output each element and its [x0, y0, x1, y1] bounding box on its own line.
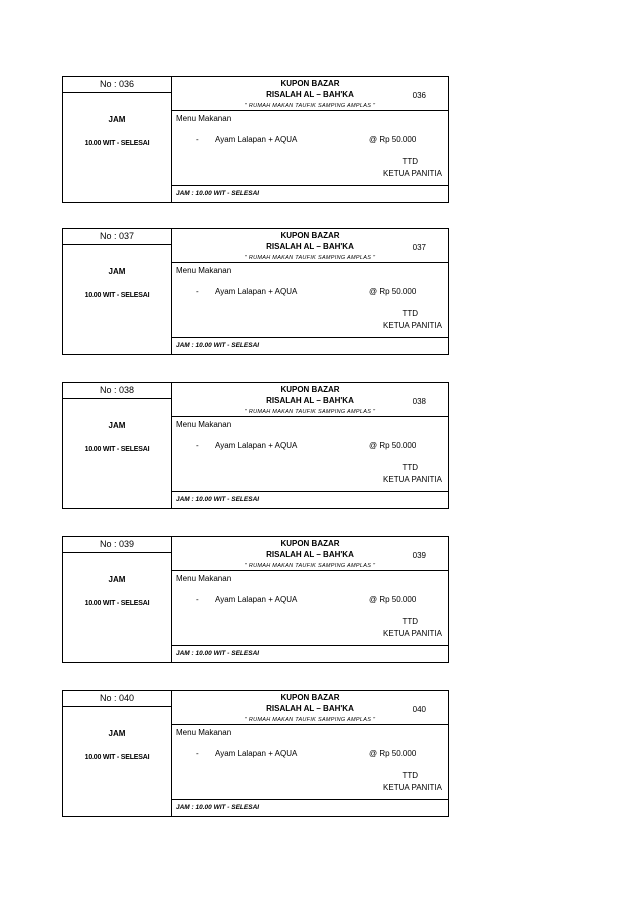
coupon-title: KUPON BAZAR [280, 539, 340, 548]
menu-item-bullet: - [196, 749, 199, 758]
coupon-title: KUPON BAZAR [280, 385, 340, 394]
jam-label: JAM [108, 267, 126, 276]
coupon-card [62, 536, 449, 663]
footer-divider [172, 799, 448, 800]
coupon-number: 036 [412, 91, 426, 100]
jam-time: 10.00 WIT - SELESAI [84, 754, 150, 761]
jam-time: 10.00 WIT - SELESAI [84, 446, 150, 453]
menu-item-name: Ayam Lalapan + AQUA [215, 749, 298, 758]
menu-label: Menu Makanan [176, 114, 232, 123]
footer-divider [172, 185, 448, 186]
coupon-number-label: No : 040 [63, 691, 171, 707]
coupon-subtitle: RISALAH AL – BAH'KA [266, 550, 354, 559]
coupon-right-column [172, 537, 448, 662]
coupon-tagline: " RUMAH MAKAN TAUFIK SAMPING AMPLAS " [244, 103, 376, 109]
ttd-label: TTD [402, 309, 418, 318]
header-divider [172, 110, 448, 111]
ketua-panitia-label: KETUA PANITIA [383, 169, 442, 178]
coupon-number: 039 [412, 551, 426, 560]
jam-label: JAM [108, 115, 126, 124]
coupon-subtitle: RISALAH AL – BAH'KA [266, 396, 354, 405]
menu-item-name: Ayam Lalapan + AQUA [215, 287, 298, 296]
jam-time: 10.00 WIT - SELESAI [84, 600, 150, 607]
coupon-number-label: No : 036 [63, 77, 171, 93]
menu-label: Menu Makanan [176, 574, 232, 583]
jam-label: JAM [108, 421, 126, 430]
menu-item-name: Ayam Lalapan + AQUA [215, 135, 298, 144]
menu-item-price: @ Rp 50.000 [369, 135, 417, 144]
menu-item-price: @ Rp 50.000 [369, 595, 417, 604]
coupon-footer-time: JAM : 10.00 WIT - SELESAI [176, 650, 260, 657]
menu-label: Menu Makanan [176, 728, 232, 737]
menu-item-name: Ayam Lalapan + AQUA [215, 441, 298, 450]
coupon-number: 037 [412, 243, 426, 252]
coupon-title: KUPON BAZAR [280, 693, 340, 702]
jam-label: JAM [108, 729, 126, 738]
coupon-subtitle: RISALAH AL – BAH'KA [266, 704, 354, 713]
coupon-number: 040 [412, 705, 426, 714]
ttd-label: TTD [402, 617, 418, 626]
menu-item-bullet: - [196, 595, 199, 604]
ttd-label: TTD [402, 157, 418, 166]
coupon-left-column [63, 229, 172, 354]
coupon-footer-time: JAM : 10.00 WIT - SELESAI [176, 342, 260, 349]
coupon-tagline: " RUMAH MAKAN TAUFIK SAMPING AMPLAS " [244, 255, 376, 261]
menu-item-bullet: - [196, 441, 199, 450]
menu-item-name: Ayam Lalapan + AQUA [215, 595, 298, 604]
coupon-left-column [63, 537, 172, 662]
jam-time: 10.00 WIT - SELESAI [84, 292, 150, 299]
coupon-subtitle: RISALAH AL – BAH'KA [266, 242, 354, 251]
menu-item-price: @ Rp 50.000 [369, 287, 417, 296]
footer-divider [172, 645, 448, 646]
jam-label: JAM [108, 575, 126, 584]
coupon-right-column [172, 229, 448, 354]
coupon-left-column [63, 691, 172, 816]
menu-item-price: @ Rp 50.000 [369, 749, 417, 758]
coupon-footer-time: JAM : 10.00 WIT - SELESAI [176, 190, 260, 197]
coupon-title: KUPON BAZAR [280, 231, 340, 240]
coupon-number-label: No : 037 [63, 229, 171, 245]
coupon-left-column [63, 383, 172, 508]
header-divider [172, 262, 448, 263]
header-divider [172, 416, 448, 417]
coupon-card [62, 228, 449, 355]
coupon-right-column [172, 77, 448, 202]
footer-divider [172, 491, 448, 492]
coupon-number: 038 [412, 397, 426, 406]
menu-label: Menu Makanan [176, 266, 232, 275]
coupon-card [62, 690, 449, 817]
ketua-panitia-label: KETUA PANITIA [383, 783, 442, 792]
coupon-tagline: " RUMAH MAKAN TAUFIK SAMPING AMPLAS " [244, 717, 376, 723]
coupon-card [62, 76, 449, 203]
coupon-subtitle: RISALAH AL – BAH'KA [266, 90, 354, 99]
ketua-panitia-label: KETUA PANITIA [383, 475, 442, 484]
coupon-footer-time: JAM : 10.00 WIT - SELESAI [176, 496, 260, 503]
jam-time: 10.00 WIT - SELESAI [84, 140, 150, 147]
coupon-right-column [172, 691, 448, 816]
coupon-number-label: No : 038 [63, 383, 171, 399]
menu-item-bullet: - [196, 287, 199, 296]
coupon-right-column [172, 383, 448, 508]
header-divider [172, 570, 448, 571]
coupon-title: KUPON BAZAR [280, 79, 340, 88]
coupon-card [62, 382, 449, 509]
ketua-panitia-label: KETUA PANITIA [383, 629, 442, 638]
coupon-footer-time: JAM : 10.00 WIT - SELESAI [176, 804, 260, 811]
coupon-tagline: " RUMAH MAKAN TAUFIK SAMPING AMPLAS " [244, 563, 376, 569]
footer-divider [172, 337, 448, 338]
ttd-label: TTD [402, 771, 418, 780]
coupon-tagline: " RUMAH MAKAN TAUFIK SAMPING AMPLAS " [244, 409, 376, 415]
coupon-left-column [63, 77, 172, 202]
menu-item-bullet: - [196, 135, 199, 144]
header-divider [172, 724, 448, 725]
menu-item-price: @ Rp 50.000 [369, 441, 417, 450]
menu-label: Menu Makanan [176, 420, 232, 429]
coupon-number-label: No : 039 [63, 537, 171, 553]
ttd-label: TTD [402, 463, 418, 472]
ketua-panitia-label: KETUA PANITIA [383, 321, 442, 330]
